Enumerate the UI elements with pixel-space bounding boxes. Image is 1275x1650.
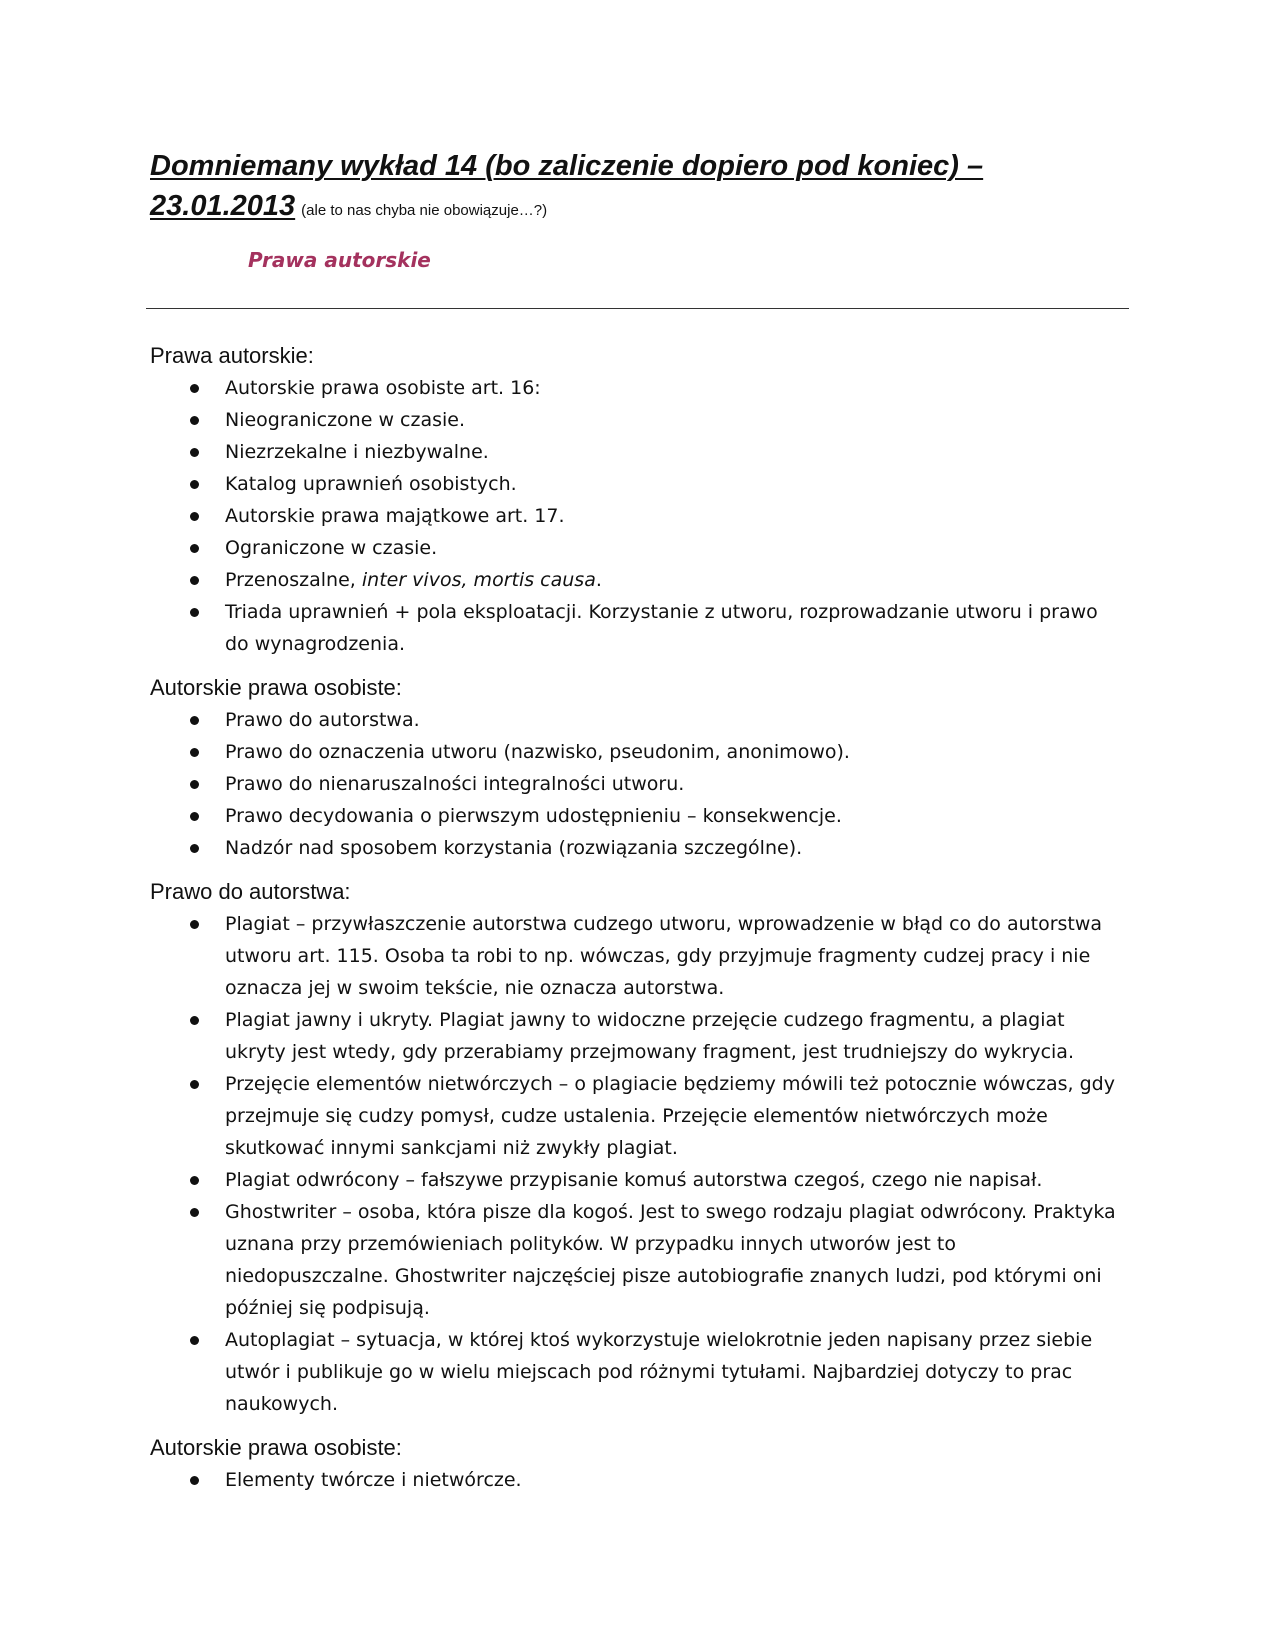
list-item — [150, 908, 1125, 1004]
bullet-icon — [190, 716, 199, 725]
bullet-icon — [190, 512, 199, 521]
bullet-icon — [190, 384, 199, 393]
section-heading: Autorskie prawa osobiste: — [150, 675, 402, 700]
list-item-text: Autoplagiat – sytuacja, w której ktoś wykorzystuje wielokrotnie jeden napisany przez siebie utwór i publikuje go w wielu miejscach pod różnymi tytułami. Najbardziej dotyczy to prac naukowych. — [225, 1329, 1093, 1415]
list-item-text-after: . — [595, 569, 602, 591]
bullet-list — [150, 1464, 1125, 1496]
bullet-list — [150, 372, 1125, 660]
list-item — [150, 500, 1125, 532]
bullet-icon — [190, 1080, 199, 1089]
list-item-text: Plagiat – przywłaszczenie autorstwa cudzego utworu, wprowadzenie w błąd co do autorstwa utworu art. 115. Osoba ta robi to np. wówczas, gdy przyjmuje fragmenty cudzej pracy i nie oznacza jej w swoim tekście, nie oznacza autorstwa. — [225, 913, 1103, 999]
list-item — [150, 404, 1125, 436]
bullet-icon — [190, 1016, 199, 1025]
list-item — [150, 832, 1125, 864]
list-item — [150, 1004, 1125, 1068]
list-item-text: Plagiat jawny i ukryty. Plagiat jawny to widoczne przejęcie cudzego fragmentu, a plagiat ukryty jest wtedy, gdy przerabiamy przejmowany fragment, jest trudniejszy do wykrycia. — [225, 1009, 1074, 1063]
document-subtitle: Prawa autorskie — [248, 248, 431, 272]
list-item — [150, 596, 1125, 660]
bullet-icon — [190, 1208, 199, 1217]
bullet-icon — [190, 448, 199, 457]
list-item-text: Ograniczone w czasie. — [225, 537, 438, 559]
list-item — [150, 372, 1125, 404]
list-item-text: Prawo do nienaruszalności integralności utworu. — [225, 773, 685, 795]
bullet-icon — [190, 812, 199, 821]
bullet-icon — [190, 844, 199, 853]
list-item — [150, 1464, 1125, 1496]
bullet-icon — [190, 608, 199, 617]
bullet-icon — [190, 480, 199, 489]
horizontal-divider — [146, 308, 1129, 309]
title-date: 23.01.2013 — [150, 190, 296, 222]
list-item — [150, 1324, 1125, 1420]
list-item-text-before: Przenoszalne, — [225, 569, 362, 591]
list-item-text: Katalog uprawnień osobistych. — [225, 473, 517, 495]
list-item-text: Przejęcie elementów nietwórczych – o plagiacie będziemy mówili też potocznie wówczas, gdy przejmuje się cudzy pomysł, cudze ustalenia. Przejęcie elementów nietwórczych może skutkować innymi sankcjami niż zwykły plagiat. — [225, 1073, 1115, 1159]
bullet-icon — [190, 544, 199, 553]
list-item-text: Triada uprawnień + pola eksploatacji. Korzystanie z utworu, rozprowadzanie utworu i prawo do wynagrodzenia. — [225, 601, 1098, 655]
bullet-icon — [190, 1336, 199, 1345]
list-item-text: Prawo decydowania o pierwszym udostępnieniu – konsekwencje. — [225, 805, 842, 827]
list-item — [150, 1164, 1125, 1196]
bullet-list — [150, 908, 1125, 1420]
list-item — [150, 800, 1125, 832]
list-item — [150, 704, 1125, 736]
section-prawa-autorskie — [150, 340, 1125, 660]
list-item — [150, 768, 1125, 800]
bullet-icon — [190, 920, 199, 929]
list-item-text: Nieograniczone w czasie. — [225, 409, 466, 431]
list-item-text: Prawo do autorstwa. — [225, 709, 420, 731]
list-item-text: Autorskie prawa osobiste art. 16: — [225, 377, 541, 399]
title-note: (ale to nas chyba nie obowiązuje…?) — [301, 202, 548, 219]
list-item — [150, 1068, 1125, 1164]
list-item — [150, 1196, 1125, 1324]
list-item — [150, 532, 1125, 564]
list-item-text: Ghostwriter – osoba, która pisze dla kogoś. Jest to swego rodzaju plagiat odwrócony. Praktyka uznana przy przemówieniach polityków. W przypadku innych utworów jest to niedopuszczalne. Ghostwriter najczęściej pisze autobiografie znanych ludzi, pod którymi oni później się podpisują. — [225, 1201, 1116, 1319]
title-line-1: Domniemany wykład 14 (bo zaliczenie dopiero pod koniec) – — [150, 150, 984, 182]
list-item — [150, 736, 1125, 768]
list-item — [150, 468, 1125, 500]
document-title — [150, 146, 1150, 231]
list-item — [150, 436, 1125, 468]
list-item-text: Nadzór nad sposobem korzystania (rozwiązania szczególne). — [225, 837, 803, 859]
bullet-icon — [190, 1176, 199, 1185]
section-heading: Prawa autorskie: — [150, 343, 314, 368]
bullet-icon — [190, 416, 199, 425]
section-heading: Autorskie prawa osobiste: — [150, 1435, 402, 1460]
list-item-text: Niezrzekalne i niezbywalne. — [225, 441, 489, 463]
list-item-text: Plagiat odwrócony – fałszywe przypisanie komuś autorstwa czegoś, czego nie napisał. — [225, 1169, 1043, 1191]
bullet-list — [150, 704, 1125, 864]
section-autorskie-prawa-osobiste — [150, 672, 1125, 864]
bullet-icon — [190, 748, 199, 757]
section-autorskie-prawa-osobiste-2 — [150, 1432, 1125, 1496]
list-item — [150, 564, 1125, 596]
list-item-text: Prawo do oznaczenia utworu (nazwisko, pseudonim, anonimowo). — [225, 741, 850, 763]
bullet-icon — [190, 780, 199, 789]
list-item-text: Autorskie prawa majątkowe art. 17. — [225, 505, 565, 527]
section-prawo-do-autorstwa — [150, 876, 1125, 1420]
bullet-icon — [190, 1476, 199, 1485]
bullet-icon — [190, 576, 199, 585]
list-item-text: Elementy twórcze i nietwórcze. — [225, 1469, 522, 1491]
list-item-text-italic: inter vivos, mortis causa — [361, 569, 596, 591]
section-heading: Prawo do autorstwa: — [150, 879, 351, 904]
document-body — [150, 340, 1125, 1496]
